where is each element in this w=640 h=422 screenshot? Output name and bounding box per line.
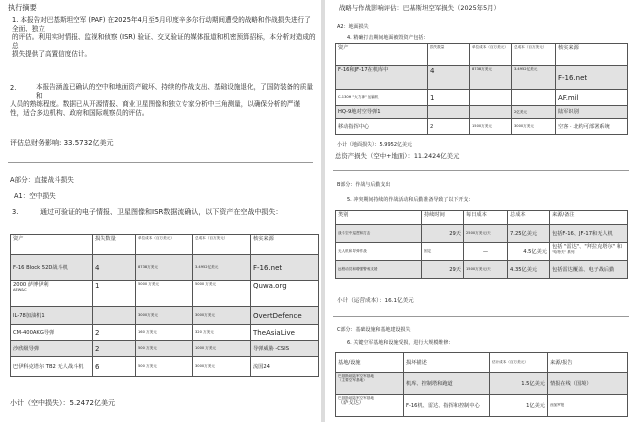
document-page-right — [325, 0, 640, 422]
paragraph-6: 6. 关键空军基地和设施受损，进行大规模维修： — [347, 340, 454, 346]
cell-source: TheAsiaLive — [251, 325, 319, 341]
intro-number: 3. — [12, 208, 19, 216]
cell-source: Quwa.org — [251, 281, 319, 307]
cell-base-line: 巴基斯坦陆军空军基地 — [338, 374, 374, 378]
table-header: 来源/报告 — [548, 353, 628, 373]
cell-unit: 500 万美元 — [136, 341, 193, 357]
cell-duration: 29天 — [422, 261, 464, 279]
cell-duration: 固定 — [422, 243, 464, 261]
paragraph-2-line: 性，适合多边机构、政府和国际观察员的评估。 — [10, 108, 149, 117]
cell-base-line: 巴基斯坦陆军空军基地 — [338, 396, 374, 400]
air-loss-table — [10, 234, 319, 377]
table-header: 总成本（百万美元） — [512, 44, 556, 66]
table-header: 基地/设施 — [336, 353, 404, 373]
table-header-row — [336, 44, 628, 66]
table-header: 持续时间 — [422, 211, 464, 225]
table-row — [11, 307, 319, 325]
cell-daily: 1500万美元/天 — [464, 261, 508, 279]
table-header: 总成本 — [508, 211, 550, 225]
cell-asset: IL-78加油机1 — [11, 307, 93, 325]
divider — [8, 162, 313, 163]
cell-total — [512, 90, 556, 106]
cell-base-line: （萨戈达） — [338, 400, 364, 407]
table-row — [336, 106, 628, 119]
ground-loss-subtotal: 小计（地面损失）：5.9952亿美元 — [337, 142, 412, 148]
table-row — [336, 373, 628, 395]
cell-description: F-16机、雷达、指挥和控制中心 — [404, 395, 490, 417]
cell-source: 流国24 — [251, 357, 319, 377]
section-b-heading: B部分：作战与后勤支出 — [337, 182, 391, 188]
table-header: 总成本（百万美元） — [193, 235, 251, 255]
operations-cost-table — [335, 210, 628, 279]
operations-subtotal: 小计（运营成本）：16.1亿美元 — [337, 298, 414, 304]
cell-qty: 2 — [93, 325, 136, 341]
table-header: 核实来源 — [251, 235, 319, 255]
cell-source: OvertDefence — [251, 307, 319, 325]
table-row — [336, 66, 628, 90]
table-header-row — [336, 211, 628, 225]
cell-asset — [11, 281, 93, 307]
cell-asset: 移动指挥中心 — [336, 119, 428, 135]
cell-base — [336, 373, 404, 395]
cell-asset: F-16和JF-17在机库中 — [336, 66, 428, 90]
cell-qty: 4 — [428, 66, 470, 90]
paragraph-2 — [10, 83, 317, 117]
cell-note-line: "哈特夫" 系列 — [552, 250, 575, 254]
table-row — [11, 281, 319, 307]
cell-total: 4.35亿美元 — [508, 261, 550, 279]
cell-unit: 500 万美元 — [136, 357, 193, 377]
table-header: 单位成本（百万美元） — [136, 235, 193, 255]
table-header: 损失数量 — [93, 235, 136, 255]
cell-category: 远程动员和增强警戒支援 — [336, 261, 422, 279]
table-header: 单位成本（百万美元） — [470, 44, 512, 66]
cell-total: 7.25亿美元 — [508, 225, 550, 243]
cell-total: 2亿美元 — [512, 106, 556, 119]
cell-source: 导弹威胁 -CSIS — [251, 341, 319, 357]
divider — [333, 316, 629, 317]
cell-source: 空客 · 北约可部署系统 — [556, 119, 628, 135]
cell-unit: 8738万美元 — [470, 66, 512, 90]
table-header: 损失数量 — [428, 44, 470, 66]
cell-asset: 巴伊科克塔尔 TB2 无人战斗机 — [11, 357, 93, 377]
section-a2-heading: A2：地面损失 — [337, 24, 369, 30]
table-header: 来源/备注 — [550, 211, 628, 225]
cell-qty: 2 — [428, 119, 470, 135]
cell-total: 320 万美元 — [193, 325, 251, 341]
air-loss-subtotal: 小计（空中损失）：5.2472亿美元 — [10, 399, 115, 407]
table-row — [11, 255, 319, 281]
cell-source: 情报在线（国境） — [548, 373, 628, 395]
divider — [333, 170, 629, 171]
cell-total: 3.4952亿美元 — [193, 255, 251, 281]
cell-cost: 1.5亿美元 — [490, 373, 548, 395]
cell-unit: 160 万美元 — [136, 325, 193, 341]
paragraph-2-number: 2. — [10, 84, 17, 92]
cell-qty: 4 — [93, 255, 136, 281]
paragraph-5: 5. 冲突期间持续的作战活动和后勤准备导致了以下开支： — [347, 197, 474, 203]
table-row — [336, 395, 628, 417]
cell-base — [336, 395, 404, 417]
cell-daily: — — [464, 243, 508, 261]
paragraph-2-line: 本报告涵盖已确认的空中和地面资产破坏、持续的作战支出、基础设施退化，了国防装备的质量和 — [36, 83, 313, 100]
cell-note — [550, 243, 628, 261]
cell-source: 陆军识别 — [556, 106, 628, 119]
paragraph-1-line: 损失提供了高置信度估计。 — [12, 50, 92, 59]
page-title: 执行摘要 — [8, 3, 37, 12]
cell-source: F-16.net — [251, 255, 319, 281]
cell-asset: C-130H "大力神" 运输机 — [336, 90, 428, 106]
cell-asset: 沙欣级导弹 — [11, 341, 93, 357]
cell-qty — [93, 307, 136, 325]
total-impact: 评估总财务影响: 33.5732亿美元 — [10, 139, 114, 147]
cell-source: 西加罗报 — [548, 395, 628, 417]
section-a-heading: A部分：直接战斗损失 — [10, 176, 74, 184]
paragraph-2-line: 人员的熟练程度。数据已从开源情报、商业卫星图像和独立专家分析中三角测量，以确保分析的严谨 — [10, 100, 301, 109]
cell-asset-note: AEW&C — [13, 288, 27, 292]
cell-qty: 1 — [93, 281, 136, 307]
table-header: 每日成本 — [464, 211, 508, 225]
cell-duration: 29天 — [422, 225, 464, 243]
cell-qty: 2 — [93, 341, 136, 357]
table-row — [11, 357, 319, 377]
cell-unit — [470, 90, 512, 106]
cell-description: 机库、控制塔和跑道 — [404, 373, 490, 395]
table-row — [11, 325, 319, 341]
table-header: 核实来源 — [556, 44, 628, 66]
cell-cost: 1亿美元 — [490, 395, 548, 417]
table-row — [336, 261, 628, 279]
cell-asset: CM-400AKG导弹 — [11, 325, 93, 341]
paragraph-1-line: 1. 本报告对巴基斯坦空军 (PAF) 在2025年4月至5月印度辛多尔行动期间遭受的战略和作战损失进行了全面、独立 — [12, 16, 311, 33]
table-row — [336, 243, 628, 261]
cell-qty: 1 — [428, 90, 470, 106]
cell-note-line: 包括 "雷达"、"拜拉克塔尔" 和 — [552, 244, 622, 250]
infrastructure-loss-table — [335, 352, 628, 417]
cell-asset: HQ-9地对空导弹1 — [336, 106, 428, 119]
cell-note: 包括雷达覆盖、电子战后勤 — [550, 261, 628, 279]
paragraph-1 — [12, 16, 317, 59]
intro-text: 通过可验证的电子情报、卫星图像和ISR数据流确认，以下资产在空战中损失： — [40, 208, 283, 216]
cell-total: 4.5亿美元 — [508, 243, 550, 261]
cell-asset-name: 2000 萨博伊利 — [13, 282, 49, 288]
cell-source: AF.mil — [556, 90, 628, 106]
cell-note: 包括F-16、JF-17和无人机 — [550, 225, 628, 243]
cell-total: 1000 万美元 — [193, 341, 251, 357]
table-header: 估计成本（百万美元） — [490, 353, 548, 373]
cell-total: 5000 万美元 — [193, 281, 251, 307]
cell-unit — [470, 106, 512, 119]
cell-unit: 1500万美元 — [470, 119, 512, 135]
cell-total: 3000万美元 — [193, 357, 251, 377]
paragraph-1-line: 的评估。利用实时情报、监视和侦察 (ISR) 验证、交叉验证的媒体报道和机密预算招标，本分析对造成的总 — [12, 33, 316, 50]
ground-loss-table — [335, 43, 628, 135]
table-header: 损坏描述 — [404, 353, 490, 373]
paragraph-4: 4. 精确打击期间地面被毁资产包括： — [347, 35, 429, 41]
section-a1-heading: A1：空中损失 — [14, 192, 56, 200]
section-c-heading: C部分：基础设施和基地建设损失 — [337, 327, 411, 333]
table-row — [336, 119, 628, 135]
total-asset-loss: 总资产损失（空中+地面）：11.2424亿美元 — [335, 152, 460, 160]
cell-base-line: （主要空军基地） — [338, 378, 367, 383]
cell-unit: 5000 万美元 — [136, 281, 193, 307]
cell-total: 3000万美元 — [193, 307, 251, 325]
table-header: 类别 — [336, 211, 422, 225]
cell-qty — [428, 106, 470, 119]
cell-unit: 3000万美元 — [136, 307, 193, 325]
table-header: 资产 — [336, 44, 428, 66]
table-header-row — [11, 235, 319, 255]
cell-daily: 2500万美元/天 — [464, 225, 508, 243]
cell-category: 无人机和导弹作战 — [336, 243, 422, 261]
table-row — [336, 90, 628, 106]
cell-category: 战斗空中巡逻和打击 — [336, 225, 422, 243]
table-header: 资产 — [11, 235, 93, 255]
cell-unit: 8738万美元 — [136, 255, 193, 281]
cell-total: 3000万美元 — [512, 119, 556, 135]
table-row — [11, 341, 319, 357]
cell-qty: 6 — [93, 357, 136, 377]
table-header-row — [336, 353, 628, 373]
page-title: 战略与作战影响评估：巴基斯坦空军损失（2025年5月） — [339, 4, 500, 12]
cell-asset: F-16 Block 52D战斗机 — [11, 255, 93, 281]
table-row — [336, 225, 628, 243]
cell-total: 3.4952亿美元 — [512, 66, 556, 90]
cell-source: F-16.net — [556, 66, 628, 90]
